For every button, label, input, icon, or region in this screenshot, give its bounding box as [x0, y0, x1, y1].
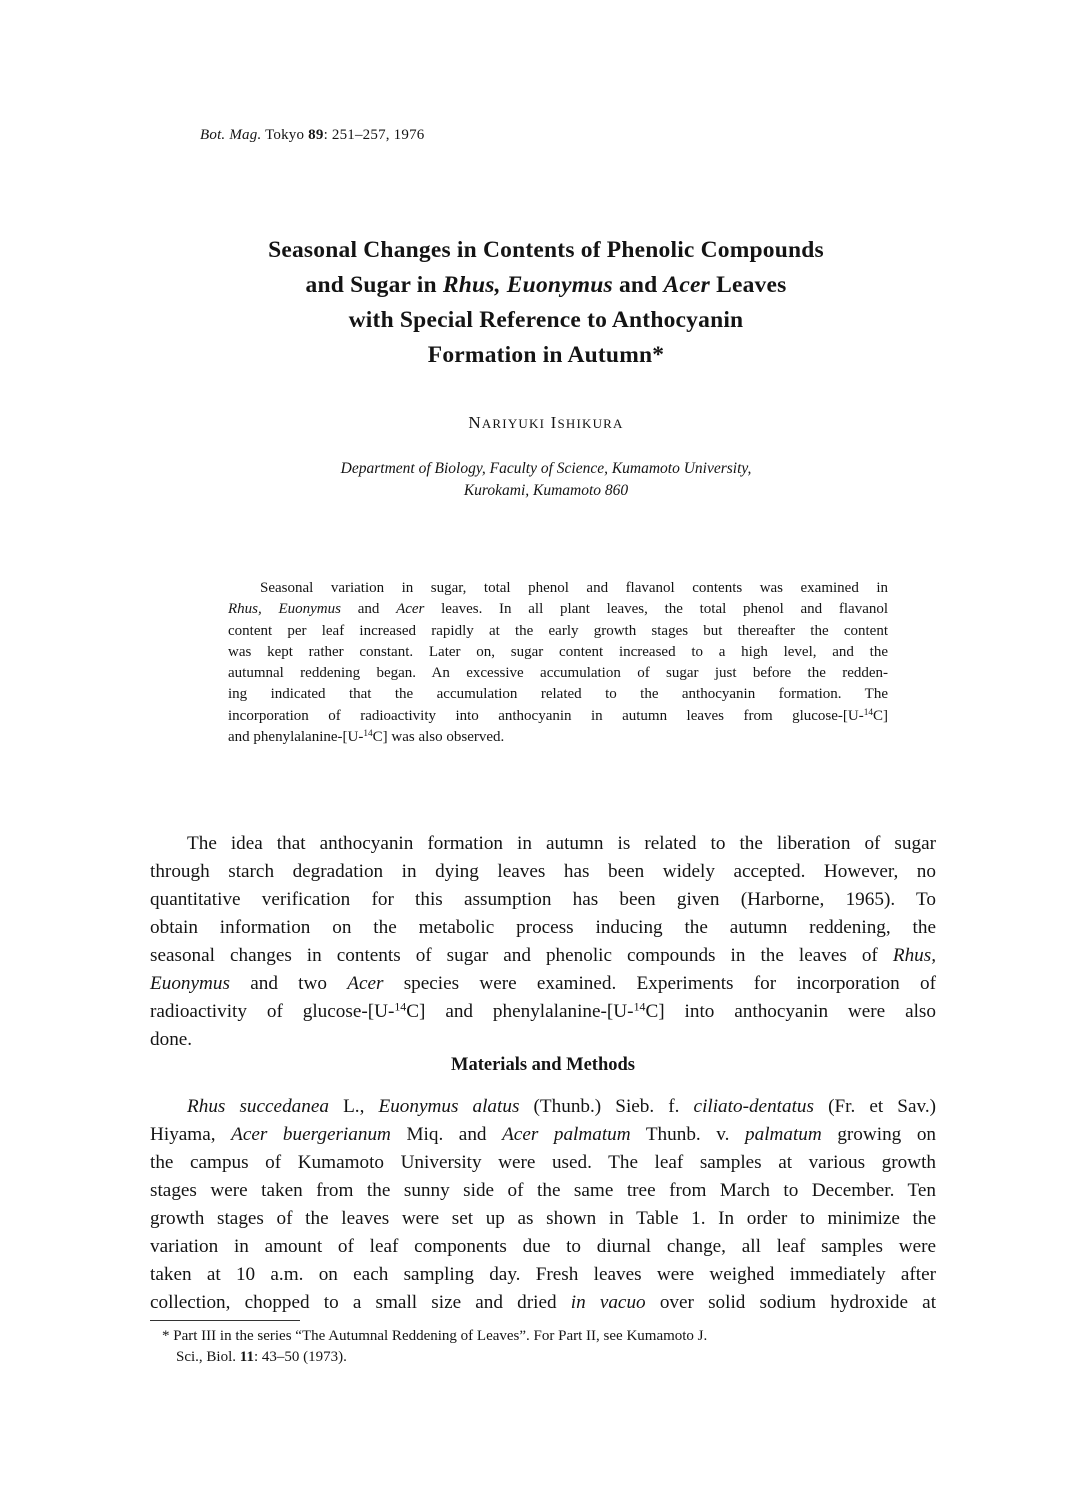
footnote — [162, 1326, 942, 1368]
abstract-line: and phenylalanine-[U-$^{14}$C] was also observed. — [228, 728, 505, 746]
body-line: Rhus succedanea L., Euonymus alatus (Thunb.) Sieb. f. ciliato-dentatus (Fr. et Sav.) — [187, 1096, 937, 1117]
body-line: done. — [150, 1029, 193, 1050]
body-line: collection, chopped to a small size and dried in vacuo over solid sodium hydroxide at — [150, 1292, 937, 1313]
journal-pages-year: : 251–257, 1976 — [323, 127, 425, 143]
body-line: seasonal changes in contents of sugar and phenolic compounds in the leaves of Rhus, — [150, 945, 937, 966]
paper-title — [150, 233, 942, 373]
body-line: Euonymus and two Acer species were examined. Experiments for incorporation of — [150, 973, 937, 994]
introduction-paragraph — [150, 830, 936, 1054]
body-line: The idea that anthocyanin formation in autumn is related to the liberation of sugar — [187, 833, 936, 854]
title-line-2: and Sugar in Rhus, Euonymus and Acer Leaves — [305, 272, 787, 298]
abstract-line: content per leaf increased rapidly at the early growth stages but thereafter the content — [228, 622, 888, 639]
footnote-line-2: Sci., Biol. 11: 43–50 (1973). — [176, 1349, 347, 1365]
body-line: radioactivity of glucose-[U-$^{14}$C] and phenylalanine-[U-$^{14}$C] into anthocyanin were also — [150, 999, 936, 1022]
abstract-line: autumnal reddening began. An excessive accumulation of sugar just before the redden- — [228, 665, 888, 682]
footnote-divider — [150, 1320, 300, 1321]
abstract-line: was kept rather constant. Later on, sugar content increased to a high level, and the — [228, 643, 888, 660]
journal-abbrev: Bot. Mag. — [200, 127, 262, 143]
body-line: variation in amount of leaf components due to diurnal change, all leaf samples were — [150, 1236, 936, 1257]
title-line-3: with Special Reference to Anthocyanin — [348, 307, 744, 333]
journal-reference — [200, 127, 424, 144]
journal-volume: 89 — [308, 127, 324, 143]
body-line: Hiyama, Acer buergerianum Miq. and Acer palmatum Thunb. v. palmatum growing on — [150, 1124, 937, 1145]
body-line: growth stages of the leaves were set up as shown in Table 1. In order to minimize the — [150, 1208, 936, 1229]
author-affiliation — [150, 458, 942, 502]
title-line-1: Seasonal Changes in Contents of Phenolic Compounds — [268, 237, 824, 263]
abstract-line: Seasonal variation in sugar, total phenol and flavanol contents was examined in — [260, 580, 888, 596]
body-line: through starch degradation in dying leaves has been widely accepted. However, no — [150, 861, 936, 882]
abstract-line: ing indicated that the accumulation related to the anthocyanin formation. The — [228, 686, 888, 703]
body-line: the campus of Kumamoto University were used. The leaf samples at various growth — [150, 1152, 936, 1173]
abstract — [228, 578, 888, 748]
author-name: NARIYUKI ISHIKURA — [468, 413, 624, 432]
abstract-line: Rhus, Euonymus and Acer leaves. In all plant leaves, the total phenol and flavanol — [228, 601, 889, 618]
methods-paragraph — [150, 1093, 936, 1317]
affiliation-line-2: Kurokami, Kumamoto 860 — [463, 482, 629, 499]
body-line: quantitative verification for this assumption has been given (Harborne, 1965). To — [150, 889, 936, 910]
journal-city: Tokyo — [265, 127, 305, 143]
affiliation-line-1: Department of Biology, Faculty of Science, Kumamoto University, — [340, 460, 752, 477]
body-line: obtain information on the metabolic process inducing the autumn reddening, the — [150, 917, 936, 938]
section-heading-materials-methods: Materials and Methods — [451, 1055, 635, 1075]
body-line: taken at 10 a.m. on each sampling day. Fresh leaves were weighed immediately after — [150, 1264, 936, 1285]
abstract-line: incorporation of radioactivity into anthocyanin in autumn leaves from glucose-[U-$^{14}$C] — [228, 707, 888, 724]
body-line: stages were taken from the sunny side of the same tree from March to December. Ten — [150, 1180, 936, 1201]
footnote-line-1: * Part III in the series “The Autumnal Reddening of Leaves”. For Part II, see Kumamoto J. — [162, 1328, 708, 1344]
title-line-4: Formation in Autumn* — [427, 342, 665, 368]
